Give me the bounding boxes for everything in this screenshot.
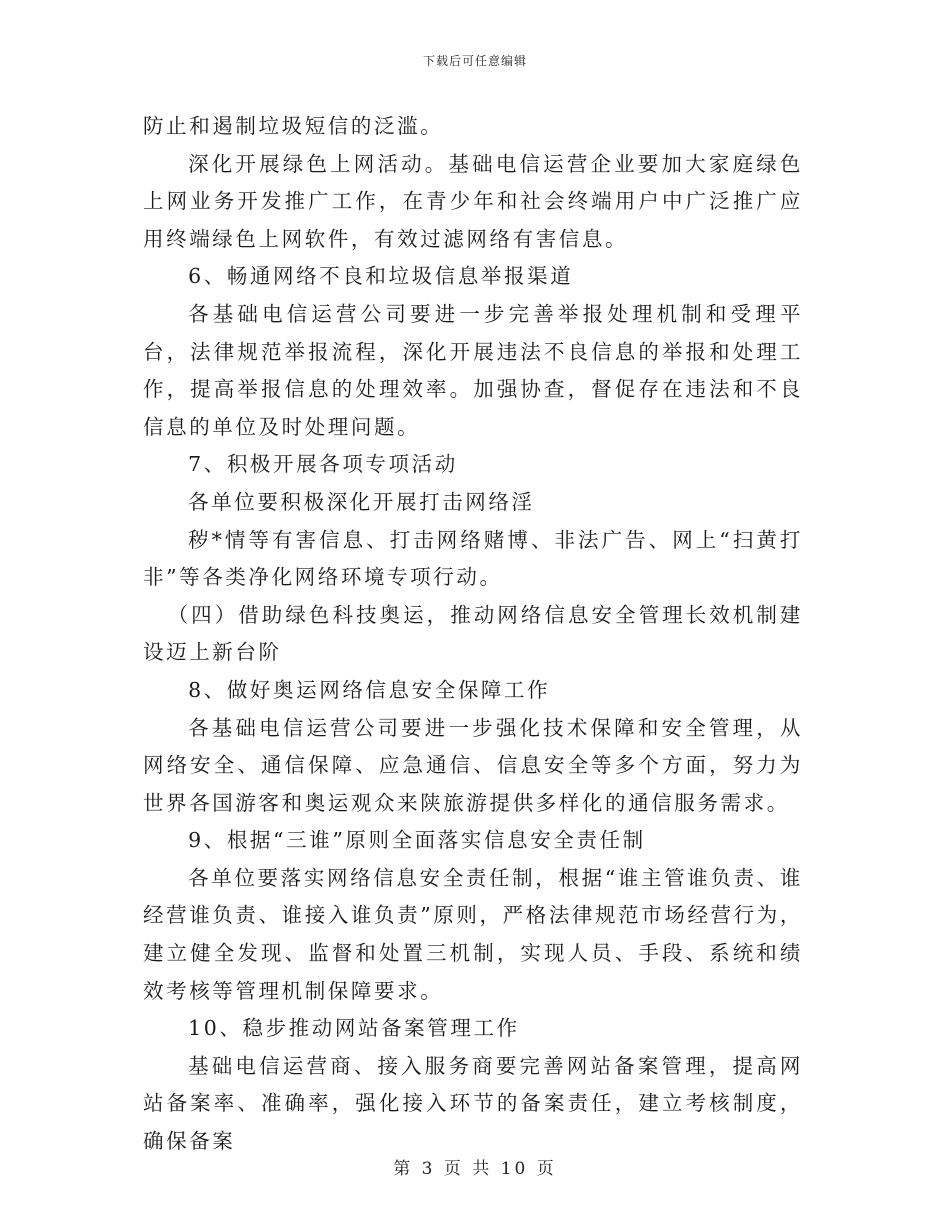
paragraph-6: 各单位要积极深化开展打击网络淫 xyxy=(188,489,535,514)
paragraph-4: 各基础电信运营公司要进一步完善举报处理机制和受理平台，法律规范举报流程，深化开展违法不良信息的举报和处理工作，提高举报信息的处理效率。加强协查，督促存在违法和不良信息的单位及时处理问题。 xyxy=(143,301,803,439)
section-heading-10: 10、稳步推动网站备案管理工作 xyxy=(188,1016,520,1041)
section-heading-6: 6、畅通网络不良和垃圾信息举报渠道 xyxy=(188,264,574,289)
paragraph-1: 防止和遏制垃圾短信的泛滥。 xyxy=(143,114,444,138)
section-heading-4: （四）借助绿色科技奥运，推动网络信息安全管理长效机制建设迈上新台阶 xyxy=(143,602,803,665)
section-heading-9: 9、根据“三谁”原则全面落实信息安全责任制 xyxy=(188,828,646,853)
page-header: 下载后可任意编辑 xyxy=(422,54,527,68)
page-number: 第 3 页 共 10 页 xyxy=(393,1159,557,1179)
section-heading-8: 8、做好奥运网络信息安全保障工作 xyxy=(188,677,551,702)
section-heading-7: 7、积极开展各项专项活动 xyxy=(188,452,458,477)
document-body xyxy=(143,108,803,1161)
paragraph-2: 深化开展绿色上网活动。基础电信运营企业要加大家庭绿色上网业务开发推广工作，在青少年和社会终端用户中广泛推广应用终端绿色上网软件，有效过滤网络有害信息。 xyxy=(143,151,803,251)
paragraph-12: 各单位要落实网络信息安全责任制，根据“谁主管谁负责、谁经营谁负责、谁接入谁负责”原则，严格法律规范市场经营行为，建立健全发现、监督和处置三机制，实现人员、手段、系统和绩效考核等管理机制保障要求。 xyxy=(143,865,803,1003)
paragraph-10: 各基础电信运营公司要进一步强化技术保障和安全管理，从网络安全、通信保障、应急通信、信息安全等多个方面，努力为世界各国游客和奥运观众来陕旅游提供多样化的通信服务需求。 xyxy=(143,715,803,815)
paragraph-7: 秽*情等有害信息、打击网络赌博、非法广告、网上“扫黄打非”等各类净化网络环境专项行动。 xyxy=(143,527,803,590)
paragraph-14: 基础电信运营商、接入服务商要完善网站备案管理，提高网站备案率、准确率，强化接入环节的备案责任，建立考核制度，确保备案 xyxy=(143,1053,803,1154)
